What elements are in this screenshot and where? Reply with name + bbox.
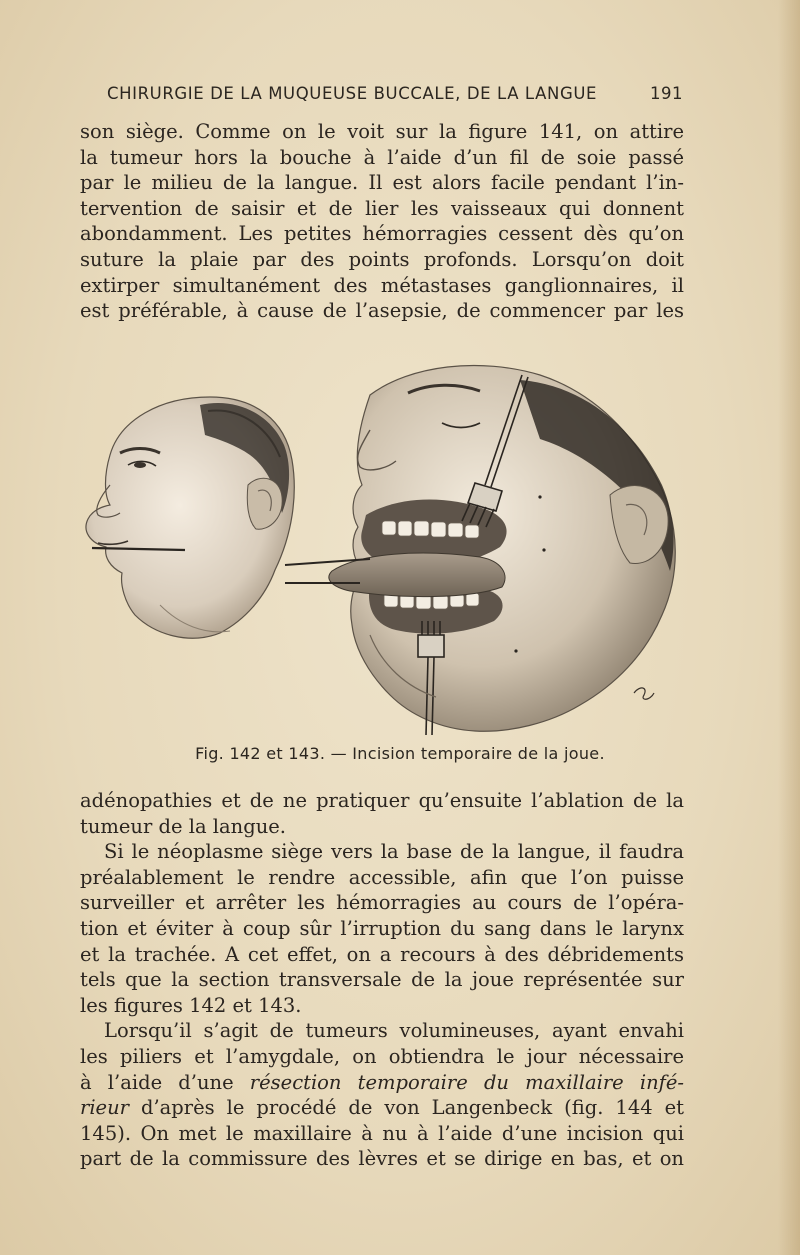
- page-edge-shadow: [778, 0, 800, 1255]
- figure-illustration: [70, 335, 700, 745]
- text-line: et la trachée. A cet effet, on a recours à des débridements: [80, 942, 684, 966]
- figure-caption: Fig. 142 et 143. — Incision temporaire de la joue.: [195, 744, 605, 763]
- text-run: à l’aide d’une: [80, 1070, 250, 1094]
- fig-143-head: [285, 365, 675, 735]
- text-line: tion et éviter à coup sûr l’irruption du sang dans le larynx: [80, 916, 684, 940]
- text-line: Si le néoplasme siège vers la base de la langue, il faudra: [104, 840, 684, 864]
- text-line: la tumeur hors la bouche à l’aide d’un fil de soie passé: [80, 145, 684, 169]
- text-line: Lorsqu’il s’agit de tumeurs volumineuses, ayant envahi: [104, 1019, 684, 1043]
- page-number: 191: [650, 84, 683, 103]
- body-text-bottom: [80, 788, 684, 1172]
- text-line: son siège. Comme on le voit sur la figure 141, on attire: [80, 120, 684, 143]
- text-line: par le milieu de la langue. Il est alors facile pendant l’in-: [80, 171, 684, 195]
- text-line: surveiller et arrêter les hémorragies au cours de l’opéra-: [80, 891, 684, 915]
- text-line: [80, 1070, 684, 1096]
- text-line: suture la plaie par des points profonds. Lorsqu’on doit: [80, 247, 684, 271]
- text-line: préalablement le rendre accessible, afin que l’on puisse: [80, 865, 684, 889]
- text-line: tervention de saisir et de lier les vaisseaux qui donnent: [80, 196, 684, 220]
- text-line: 145). On met le maxillaire à nu à l’aide d’une incision qui: [80, 1121, 684, 1145]
- text-line: part de la commissure des lèvres et se dirige en bas, et on: [80, 1147, 684, 1171]
- text-line: tels que la section transversale de la joue représentée sur: [80, 968, 684, 992]
- running-header: [107, 84, 683, 103]
- italic-term: résection temporaire du maxillaire infé-: [249, 1070, 684, 1094]
- italic-term: rieur: [80, 1096, 129, 1120]
- text-line: extirper simultanément des métastases ganglionnaires, il: [80, 273, 684, 297]
- text-line: est préférable, à cause de l’asepsie, de commencer par les: [80, 299, 684, 323]
- text-run: d’après le procédé de von Langenbeck (fig. 144 et: [128, 1096, 684, 1120]
- running-title: CHIRURGIE DE LA MUQUEUSE BUCCALE, DE LA LANGUE: [107, 84, 598, 103]
- text-line: tumeur de la langue.: [80, 814, 286, 838]
- text-line: les piliers et l’amygdale, on obtiendra le jour nécessaire: [80, 1044, 684, 1068]
- fig-142-head: [86, 397, 294, 638]
- text-line: [80, 1095, 684, 1121]
- text-line: les figures 142 et 143.: [80, 993, 302, 1017]
- surgical-illustration: [70, 335, 700, 745]
- text-line: adénopathies et de ne pratiquer qu’ensuite l’ablation de la: [80, 789, 684, 812]
- text-line: abondamment. Les petites hémorragies cessent dès qu’on: [80, 222, 684, 246]
- paragraph-top: [80, 119, 684, 324]
